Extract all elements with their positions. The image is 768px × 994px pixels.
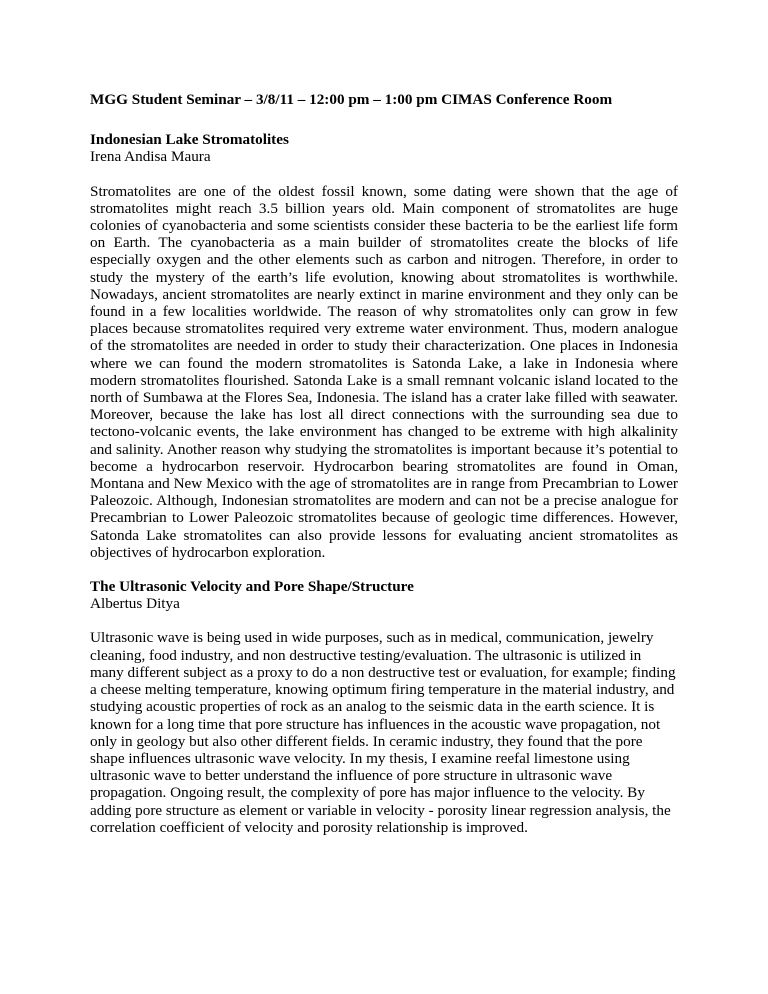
talk-abstract: Ultrasonic wave is being used in wide purposes, such as in medical, communication, jewelry cleaning, food industry, and non destructive testing/evaluation. The ultrasonic is utilized in many different subject as a proxy to do a non destructive test or evaluation, for example; finding a cheese melting temperature, knowing optimum firing temperature in the material industry, and studying acoustic properties of rock as an analog to the seismic data in the earth science. It is known for a long time that pore structure has influences in the acoustic wave propagation, not only in geology but also other different fields. In ceramic industry, they found that the pore shape influences ultrasonic wave velocity. In my thesis, I examine reefal limestone using ultrasonic wave to better understand the influence of pore structure in ultrasonic wave propagation. Ongoing result, the complexity of pore has major influence to the velocity. By adding pore structure as element or variable in velocity - porosity linear regression analysis, the correlation coefficient of velocity and porosity relationship is improved. (90, 629, 676, 836)
talk-author: Albertus Ditya (90, 595, 180, 613)
talk-heading: The Ultrasonic Velocity and Pore Shape/Structure (90, 578, 414, 596)
talk-heading: Indonesian Lake Stromatolites (90, 131, 289, 149)
document-page (90, 91, 678, 853)
talk-abstract: Stromatolites are one of the oldest fossil known, some dating were shown that the age of stromatolites might reach 3.5 billion years old. Main component of stromatolites are huge colonies of cyanobacteria and some scientists consider these bacteria to be the earliest life form on Earth. The cyanobacteria as a main builder of stromatolites create the blocks of life especially oxygen and the other elements such as carbon and nitrogen. Therefore, in order to study the mystery of the earth’s life evolution, knowing about stromatolites is worthwhile. Nowadays, ancient stromatolites are nearly extinct in marine environment and they only can be found in a few localities worldwide. The reason of why stromatolites only can grow in few places because stromatolites required very extreme water environment. Thus, modern analogue of the stromatolites are needed in order to study their characterization. One places in Indonesia where we can found the modern stromatolites is Satonda Lake, a lake in Indonesia where modern stromatolites flourished. Satonda Lake is a small remnant volcanic island located to the north of Sumbawa at the Flores Sea, Indonesia. The island has a crater lake filled with seawater. Moreover, because the lake has lost all direct connections with the surrounding sea due to tectono-volcanic events, the lake environment has changed to be extreme with high alkalinity and salinity. Another reason why studying the stromatolites is important because it’s potential to become a hydrocarbon reservoir. Hydrocarbon bearing stromatolites are found in Oman, Montana and New Mexico with the age of stromatolites are in range from Precambrian to Lower Paleozoic. Although, Indonesian stromatolites are modern and can not be a precise analogue for Precambrian to Lower Paleozoic stromatolites because of geologic time differences. However, Satonda Lake stromatolites can also provide lessons for evaluating ancient stromatolites as objectives of hydrocarbon exploration. (90, 182, 678, 561)
seminar-title: MGG Student Seminar – 3/8/11 – 12:00 pm – 1:00 pm CIMAS Conference Room (90, 91, 613, 108)
talk-ultrasonic (90, 578, 678, 836)
talk-stromatolites (90, 131, 678, 561)
talk-author: Irena Andisa Maura (90, 148, 211, 166)
